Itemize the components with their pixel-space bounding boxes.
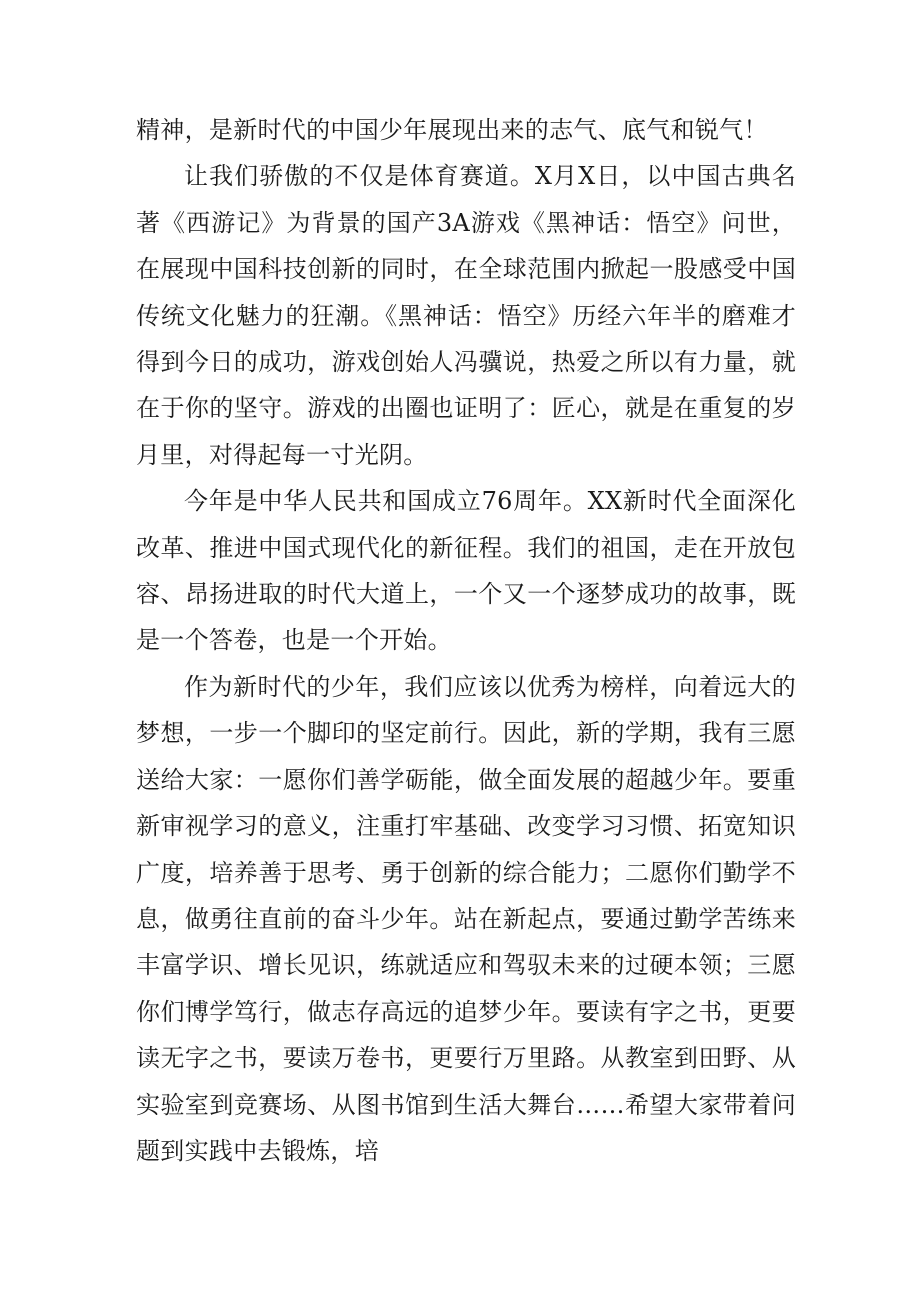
document-body [136,107,796,1174]
paragraph-three-wishes: 作为新时代的少年，我们应该以优秀为榜样，向着远大的梦想，一步一个脚印的坚定前行。因此，新的学期，我有三愿送给大家：一愿你们善学砺能，做全面发展的超越少年。要重新审视学习的意义，注重打牢基础、改变学习习惯、拓宽知识广度，培养善于思考、勇于创新的综合能力；二愿你们勤学不息，做勇往直前的奋斗少年。站在新起点，要通过勤学苦练来丰富学识、增长见识，练就适应和驾驭未来的过硬本领；三愿你们博学笃行，做志存高远的追梦少年。要读有字之书，更要读无字之书，要读万卷书，更要行万里路。从教室到田野、从实验室到竞赛场、从图书馆到生活大舞台……希望大家带着问题到实践中去锻炼，培 [136,672,796,1165]
paragraph-black-myth: 让我们骄傲的不仅是体育赛道。X月X日，以中国古典名著《西游记》为背景的国产3A游戏《黑神话：悟空》问世，在展现中国科技创新的同时，在全球范围内掀起一股感受中国传统文化魅力的狂潮。《黑神话：悟空》历经六年半的磨难才得到今日的成功，游戏创始人冯骥说，热爱之所以有力量，就在于你的坚守。游戏的出圈也证明了：匠心，就是在重复的岁月里，对得起每一寸光阴。 [136,162,796,469]
paragraph-continuation: 精神，是新时代的中国少年展现出来的志气、底气和锐气！ [136,116,768,144]
paragraph-anniversary: 今年是中华人民共和国成立76周年。XX新时代全面深化改革、推进中国式现代化的新征程。我们的祖国，走在开放包容、昂扬进取的时代大道上，一个又一个逐梦成功的故事，既是一个答卷，也是一个开始。 [136,487,796,655]
